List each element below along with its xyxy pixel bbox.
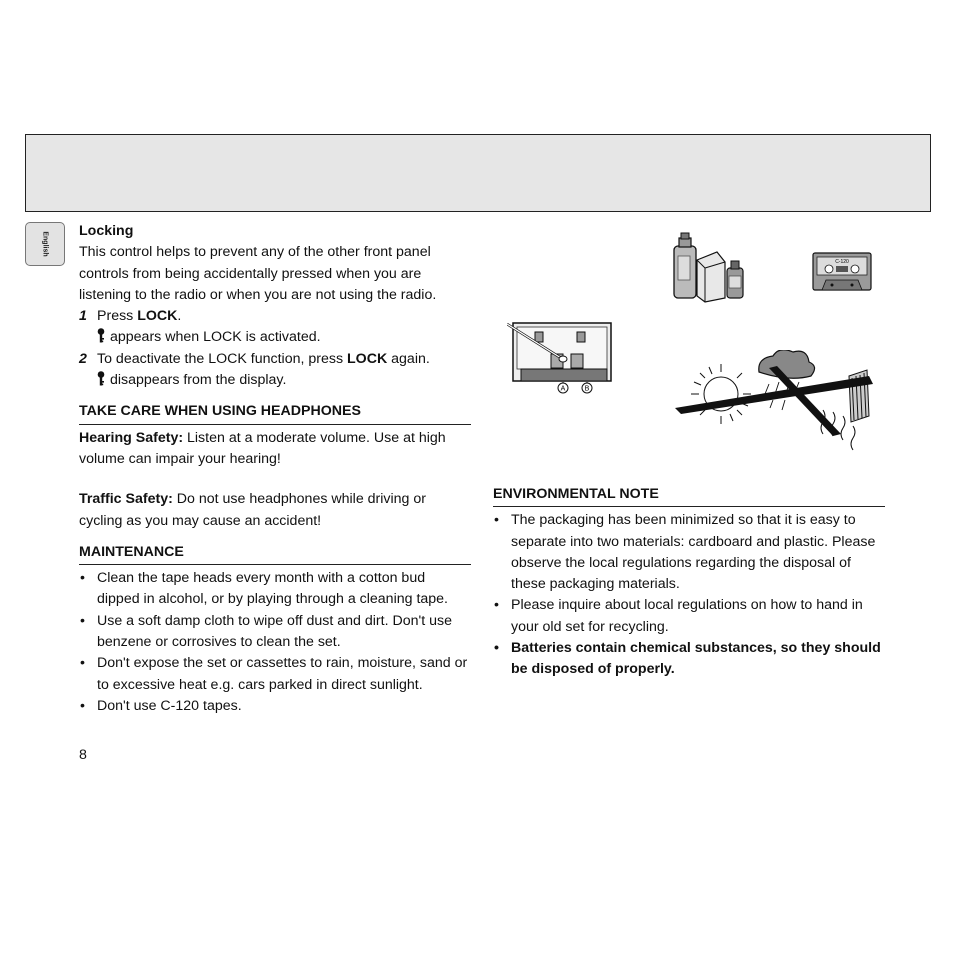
- weather-warning-illustration: [673, 350, 875, 456]
- list-item: • Don't use C-120 tapes.: [79, 696, 471, 717]
- right-column: [493, 484, 885, 681]
- head-label-a: A: [560, 385, 566, 393]
- headphones-title: TAKE CARE WHEN USING HEADPHONES: [79, 401, 471, 424]
- left-column: [79, 221, 471, 717]
- list-item: • Use a soft damp cloth to wipe off dust and dirt. Don't use benzene or corrosives to clean the set.: [79, 611, 471, 654]
- header-banner: [25, 134, 931, 212]
- locking-step-1: [79, 306, 471, 327]
- step-2-text: [97, 349, 430, 370]
- hearing-safety-text: Listen at a moderate volume. Use at high volume can impair your hearing!: [79, 429, 446, 467]
- step-2-post: again.: [387, 350, 430, 367]
- list-item: • Clean the tape heads every month with a cotton bud dipped in alcohol, or by playing through a cleaning tape.: [79, 568, 471, 611]
- traffic-safety: [79, 489, 471, 532]
- lock-icon: [97, 328, 105, 343]
- locking-step-2-note: [79, 370, 471, 391]
- tape-head-cleaning-illustration: [507, 320, 615, 396]
- list-item: • Batteries contain chemical substances, so they should be disposed of properly.: [493, 638, 885, 681]
- locking-body: This control helps to prevent any of the other front panel controls from being accidentally pressed when you are listening to the radio or when you are not using the radio.: [79, 244, 437, 303]
- step-1-note-line: [97, 327, 321, 348]
- step-1-text: [97, 306, 181, 327]
- environment-list: [493, 510, 885, 680]
- locking-step-2: [79, 349, 471, 370]
- step-1-post: .: [177, 308, 182, 325]
- step-2-note-line: [97, 370, 286, 391]
- lock-icon: [97, 371, 105, 386]
- locking-title: Locking: [79, 223, 134, 239]
- hearing-safety: [79, 428, 471, 471]
- maintenance-list: [79, 568, 471, 717]
- maintenance-title: MAINTENANCE: [79, 542, 471, 565]
- sun-icon: [691, 364, 751, 424]
- step-1-pre: Press: [97, 308, 138, 325]
- step-2-lock-key: LOCK: [347, 350, 388, 367]
- tape-label: C-120: [835, 259, 849, 265]
- list-item: • Please inquire about local regulations on how to hand in your old set for recycling.: [493, 595, 885, 638]
- list-item: • The packaging has been minimized so that it is easy to separate into two materials: cardboard and plastic. Please observe the local regulations regarding the disposal of these packaging materials.: [493, 510, 885, 595]
- cassette-c120-illustration: [812, 252, 872, 292]
- environment-title: ENVIRONMENTAL NOTE: [493, 484, 885, 507]
- step-1-lock-key: LOCK: [137, 308, 178, 325]
- step-1-note: appears when LOCK is activated.: [110, 329, 321, 346]
- locking-step-1-note: [79, 327, 471, 348]
- language-tab-label: English: [41, 231, 49, 257]
- traffic-safety-label: Traffic Safety:: [79, 491, 173, 508]
- list-item: • Don't expose the set or cassettes to rain, moisture, sand or to excessive heat e.g. cars parked in direct sunlight.: [79, 653, 471, 696]
- traffic-safety-text: Do not use headphones while driving or cycling as you may cause an accident!: [79, 491, 427, 529]
- step-2-pre: To deactivate the LOCK function, press: [97, 350, 347, 367]
- cleaning-bottles-illustration: [671, 232, 749, 304]
- step-2-note: disappears from the display.: [110, 372, 287, 389]
- step-2-number: 2: [79, 350, 87, 367]
- step-1-number: 1: [79, 308, 87, 325]
- language-tab: [25, 222, 65, 266]
- page-number: 8: [79, 747, 87, 763]
- hearing-safety-label: Hearing Safety:: [79, 429, 184, 446]
- head-label-b: B: [584, 385, 590, 393]
